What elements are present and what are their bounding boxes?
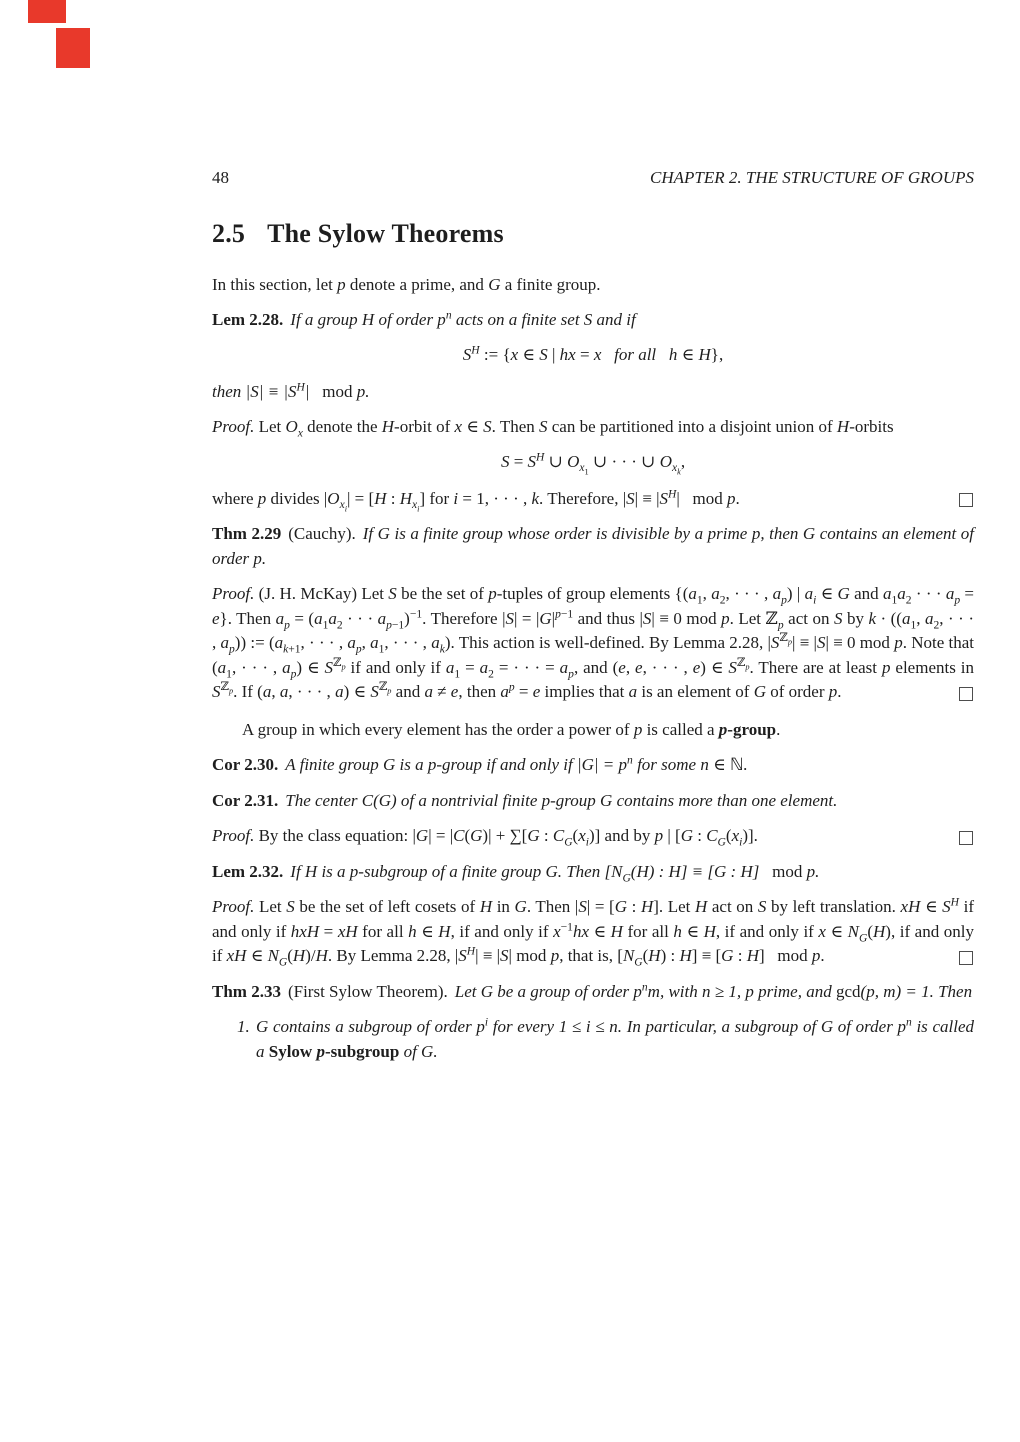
page-header [212, 166, 974, 191]
theorem-2-33-label: Thm 2.33 [212, 981, 281, 1001]
proof-lemma-2-28-part2-text: where p divides $|O_{x_i}| = [H$ : $H_{x_i}$] for i = 1, · · · , k. Therefore, $|S| \equiv |S^H|$ mod p. [212, 486, 740, 514]
proof-lemma-2-32-text: Proof. Let S be the set of left cosets of H in G. Then |S| = [G : H]. Let H act on S by left translation. xH ∈ $S^H$ if and only if hxH = xH for all h ∈ H, if and only if $x^{-1}hx$ ∈ H for all h ∈ H, if and only if x ∈ $N_G(H)$, if and only if xH ∈ $N_G(H)/H$. By Lemma 2.28, $|S^H| \equiv |S|$ mod p, that is, [$N_G(H)$ : H] ≡ [G : H] mod p. [212, 895, 975, 969]
corollary-2-31-statement: The center C(G) of a nontrivial finite p-group G contains more than one element. [285, 790, 838, 810]
theorem-2-29-note: (Cauchy). [288, 524, 356, 543]
lemma-2-28-display-equation: $S^H$ := {x ∈ S | hx = x for all h ∈ H}, [462, 342, 724, 364]
corollary-2-30-label: Cor 2.30. [212, 755, 279, 774]
lemma-2-28-label: Lem 2.28. [212, 310, 284, 329]
theorem-2-29 [212, 522, 974, 571]
qed-box [959, 493, 973, 507]
lemma-2-28-conclusion: then $|S| \equiv |S^H|$ mod p. [212, 379, 370, 401]
lemma-2-28 [212, 308, 974, 333]
proof-lemma-2-28-display-equation: $S = S^H$ ∪ $O_{x_1}$ ∪ · · · ∪ $O_{x_k}$, [500, 449, 686, 477]
item-text: G contains a subgroup of order $p^i$ for every 1 ≤ i ≤ n. In particular, a subgroup of G of order $p^n$ is called a Sylow p-subgroup of G. [256, 1015, 974, 1061]
qed-box [959, 831, 973, 845]
intro-paragraph: In this section, let p denote a prime, and G a finite group. [212, 274, 601, 294]
proof-theorem-2-29-text: Proof. (J. H. McKay) Let S be the set of p-tuples of group elements {($a_1$, $a_2$, · · · , $a_p$) | $a_i$ ∈ G and $a_1a_2$ · · · $a_p = e$}. Then $a_p = (a_1a_2$ · · · $a_{p-1})^{-1}$. Therefore $|S| = |G|^{p-1}$ and thus |S| ≡ 0 mod p. Let ℤ$_p$ act on S by $k \cdot ((a_1$, $a_2$, · · · , $a_p$)) := ($a_{k+1}$, · · · , $a_p$, $a_1$, · · · , $a_k$). This action is well-defined. By Lemma 2.28, $|S^{ℤ_p}| \equiv |S| \equiv 0$ mod p. Note that ($a_1$, · · · , $a_p$) ∈ $S^{ℤ_p}$ if and only if $a_1 = a_2$ = · · · = $a_p$, and (e, e, · · · , e) ∈ $S^{ℤ_p}$. There are at least p elements in $S^{ℤ_p}$. If (a, a, · · · , a) ∈ $S^{ℤ_p}$ and a ≠ e, then $a^p = e$ implies that a is an element of G of order p. [212, 584, 974, 701]
proof-corollary-2-31-text: Proof. By the class equation: |G| = |C(G)| + ∑[G : $C_G(x_i)$] and by p | [G : $C_G(x_i)$]. [212, 826, 758, 849]
lemma-2-32 [212, 860, 974, 885]
theorem-2-29-label: Thm 2.29 [212, 524, 282, 543]
section-heading [212, 219, 974, 249]
section-number: 2.5 [212, 218, 246, 248]
corollary-2-30 [212, 753, 974, 778]
theorem-2-33 [212, 980, 974, 1005]
page-number: 48 [212, 168, 229, 187]
proof-lemma-2-32 [212, 895, 974, 969]
p-group-definition: A group in which every element has the order a power of p is called a p-group. [242, 719, 781, 739]
corollary-2-30-statement: A finite group G is a p-group if and only if $|G| = p^n$ for some n ∈ ℕ. [285, 753, 748, 774]
proof-lemma-2-28-part2 [212, 487, 974, 512]
red-scan-mark-bottom [56, 28, 90, 68]
item-number: 1. [237, 1017, 250, 1036]
theorem-2-29-statement: If G is a finite group whose order is divisible by a prime p, then G contains an element of order p. [212, 524, 974, 568]
corollary-2-31-label: Cor 2.31. [212, 790, 279, 810]
qed-box [959, 951, 973, 965]
section-title: The Sylow Theorems [267, 218, 504, 248]
theorem-2-33-item-1 [212, 1015, 974, 1064]
page-content [212, 166, 974, 1064]
lemma-2-28-statement: If a group H of order $p^n$ acts on a finite set S and if [290, 308, 636, 329]
proof-lemma-2-28-part1: Proof. Let $O_x$ denote the H-orbit of x ∈ S. Then S can be partitioned into a disjoint union of H-orbits [212, 417, 894, 440]
running-head: CHAPTER 2. THE STRUCTURE OF GROUPS [650, 168, 974, 187]
proof-theorem-2-29 [212, 582, 974, 705]
lemma-2-32-statement: If H is a p-subgroup of a finite group G. Then [$N_G(H)$ : H] ≡ [G : H] mod p. [290, 861, 820, 884]
lemma-2-32-label: Lem 2.32. [212, 861, 284, 881]
corollary-2-31 [212, 789, 974, 814]
qed-box [959, 687, 973, 701]
proof-corollary-2-31 [212, 824, 974, 849]
red-scan-mark-top [28, 0, 66, 23]
theorem-2-33-statement: Let G be a group of order $p^nm$, with n ≥ 1, p prime, and gcd(p, m) = 1. Then [454, 979, 973, 1001]
theorem-2-33-note: (First Sylow Theorem). [287, 981, 448, 1001]
